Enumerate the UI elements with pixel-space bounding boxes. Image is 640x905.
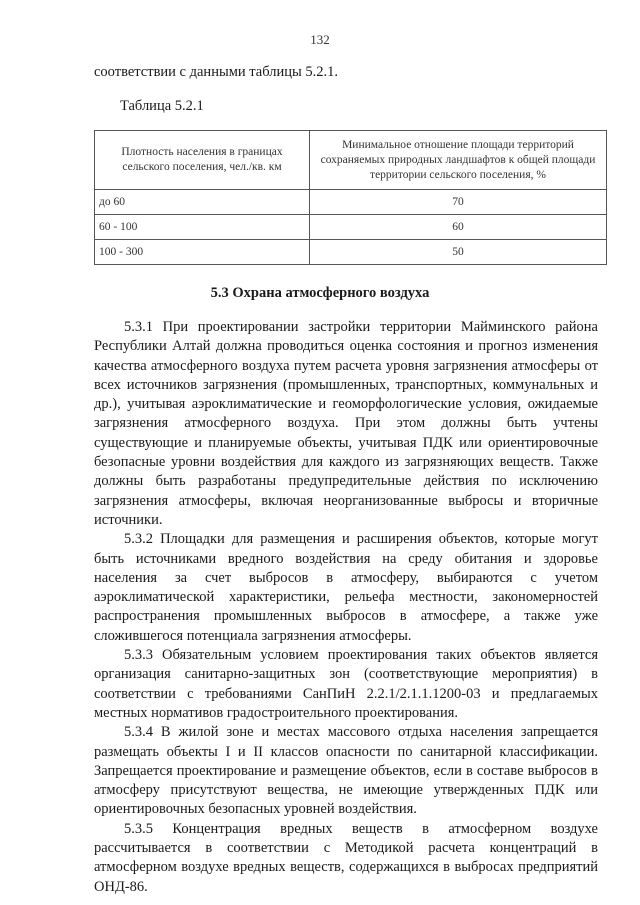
paragraph-5-3-5: 5.3.5 Концентрация вредных веществ в атмосферном воздухе рассчитывается в соответствии с Методикой расчета концентраций в атмосферном воздухе вредных веществ, содержащихся в выбросах предприятий ОНД-86. (94, 820, 598, 895)
paragraph-5-3-1: 5.3.1 При проектировании застройки территории Майминского района Республики Алтай должна проводиться оценка состояния и прогноз изменения качества атмосферного воздуха путем расчета уровня загрязнения атмосферы от всех источников загрязнения (промышленных, транспортных, коммунальных и др.), учитывая аэроклиматические и геоморфологические условия, ожидаемые загрязнения атмосферного воздуха. При этом должны быть учтены существующие и планируемые объекты, учитывая ПДК или ориентировочные безопасные уровни воздействия для каждого из загрязняющих веществ. Также должны быть разработаны предупредительные действия по исключению загрязнения атмосферы, включая неорганизованные выбросы и вторичные источники. (94, 319, 598, 528)
table-row (95, 240, 607, 265)
table-cell-ratio: 70 (310, 190, 607, 215)
table-header-ratio: Минимальное отношение площади территорий сохраняемых природных ландшафтов к общей площади территории сельского поселения, % (310, 131, 607, 190)
table-cell-density: до 60 (95, 190, 310, 215)
table-header-density: Плотность населения в границах сельского поселения, чел./кв. км (95, 131, 310, 190)
table-cell-ratio: 50 (310, 240, 607, 265)
table-cell-density: 60 - 100 (95, 215, 310, 240)
page-number: 132 (310, 32, 330, 47)
section-heading: 5.3 Охрана атмосферного воздуха (210, 285, 430, 301)
table-cell-density: 100 - 300 (95, 240, 310, 265)
paragraph-5-3-2: 5.3.2 Площадки для размещения и расширения объектов, которые могут быть источниками вредного воздействия на среду обитания и здоровье населения за счет выбросов в атмосферу, выбираются с учетом аэроклиматической характеристики, рельефа местности, закономерностей распространения промышленных выбросов в атмосфере, а также уже сложившегося потенциала загрязнения атмосферы. (94, 531, 598, 644)
intro-line: соответствии с данными таблицы 5.2.1. (94, 64, 338, 80)
table-row (95, 190, 607, 215)
table-header-row (95, 131, 607, 190)
paragraph-5-3-3: 5.3.3 Обязательным условием проектирования таких объектов является организация санитарно-защитных зон (соответствующие мероприятия) в соответствии с требованиями СанПиН 2.2.1/2.1.1.1200-03 и предлагаемых местных нормативов градостроительного проектирования. (94, 647, 598, 721)
density-table (94, 130, 607, 265)
section-body (94, 318, 598, 897)
paragraph-5-3-4: 5.3.4 В жилой зоне и местах массового отдыха населения запрещается размещать объекты I и II классов опасности по санитарной классификации. Запрещается проектирование и размещение объектов, если в составе выбросов в атмосферу присутствуют вещества, не имеющие утвержденных ПДК или ориентировочных безопасных уровней воздействия. (94, 724, 598, 818)
table-row (95, 215, 607, 240)
table-caption: Таблица 5.2.1 (120, 98, 204, 114)
table-cell-ratio: 60 (310, 215, 607, 240)
